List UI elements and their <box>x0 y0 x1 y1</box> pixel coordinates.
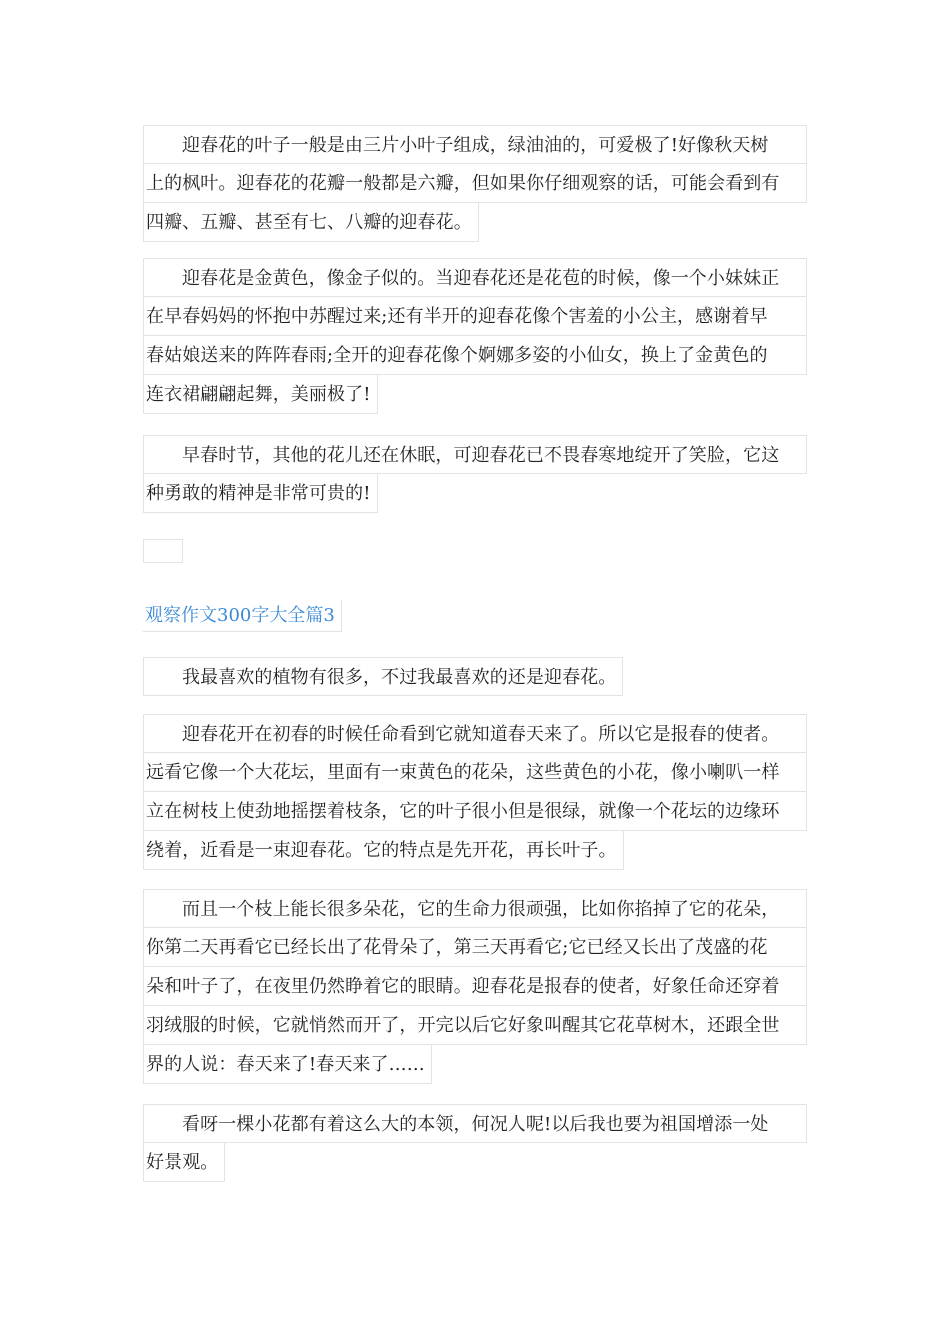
paragraph-line: 好景观。 <box>143 1143 225 1182</box>
paragraph-line: 上的枫叶。迎春花的花瓣一般都是六瓣，但如果你仔细观察的话，可能会看到有 <box>143 164 807 203</box>
paragraph-messenger <box>143 714 807 870</box>
paragraph-vitality <box>143 889 807 1084</box>
section-heading-link[interactable]: 观察作文300字大全篇3 <box>143 600 342 632</box>
paragraph-line: 看呀一棵小花都有着这么大的本领，何况人呢!以后我也要为祖国增添一处 <box>143 1104 807 1143</box>
paragraph-conclusion <box>143 1104 807 1182</box>
paragraph-line: 早春时节，其他的花儿还在休眠，可迎春花已不畏春寒地绽开了笑脸，它这 <box>143 435 807 474</box>
paragraph-line: 你第二天再看它已经长出了花骨朵了，第三天再看它;它已经又长出了茂盛的花 <box>143 928 807 967</box>
paragraph-leaves <box>143 125 807 242</box>
paragraph-line: 立在树枝上使劲地摇摆着枝条，它的叶子很小但是很绿，就像一个花坛的边缘环 <box>143 792 807 831</box>
paragraph-line: 四瓣、五瓣、甚至有七、八瓣的迎春花。 <box>143 203 479 242</box>
paragraph-line: 而且一个枝上能长很多朵花，它的生命力很顽强，比如你掐掉了它的花朵， <box>143 889 807 928</box>
empty-paragraph-box <box>143 539 183 563</box>
paragraph-line: 迎春花的叶子一般是由三片小叶子组成，绿油油的，可爱极了!好像秋天树 <box>143 125 807 164</box>
paragraph-spirit <box>143 435 807 513</box>
paragraph-line: 我最喜欢的植物有很多，不过我最喜欢的还是迎春花。 <box>143 657 623 696</box>
paragraph-line: 连衣裙翩翩起舞，美丽极了! <box>143 375 378 414</box>
paragraph-favorite <box>143 657 807 696</box>
paragraph-line: 界的人说：春天来了!春天来了…… <box>143 1045 432 1084</box>
paragraph-line: 朵和叶子了，在夜里仍然睁着它的眼睛。迎春花是报春的使者，好象任命还穿着 <box>143 967 807 1006</box>
paragraph-line: 迎春花开在初春的时候任命看到它就知道春天来了。所以它是报春的使者。 <box>143 714 807 753</box>
paragraph-line: 春姑娘送来的阵阵春雨;全开的迎春花像个婀娜多姿的小仙女，换上了金黄色的 <box>143 336 807 375</box>
paragraph-line: 迎春花是金黄色，像金子似的。当迎春花还是花苞的时候，像一个小妹妹正 <box>143 258 807 297</box>
paragraph-color <box>143 258 807 414</box>
paragraph-line: 在早春妈妈的怀抱中苏醒过来;还有半开的迎春花像个害羞的小公主，感谢着早 <box>143 297 807 336</box>
paragraph-line: 远看它像一个大花坛，里面有一束黄色的花朵，这些黄色的小花，像小喇叭一样 <box>143 753 807 792</box>
paragraph-line: 绕着，近看是一束迎春花。它的特点是先开花，再长叶子。 <box>143 831 624 870</box>
paragraph-line: 羽绒服的时候，它就悄然而开了，开完以后它好象叫醒其它花草树木，还跟全世 <box>143 1006 807 1045</box>
paragraph-line: 种勇敢的精神是非常可贵的! <box>143 474 378 513</box>
